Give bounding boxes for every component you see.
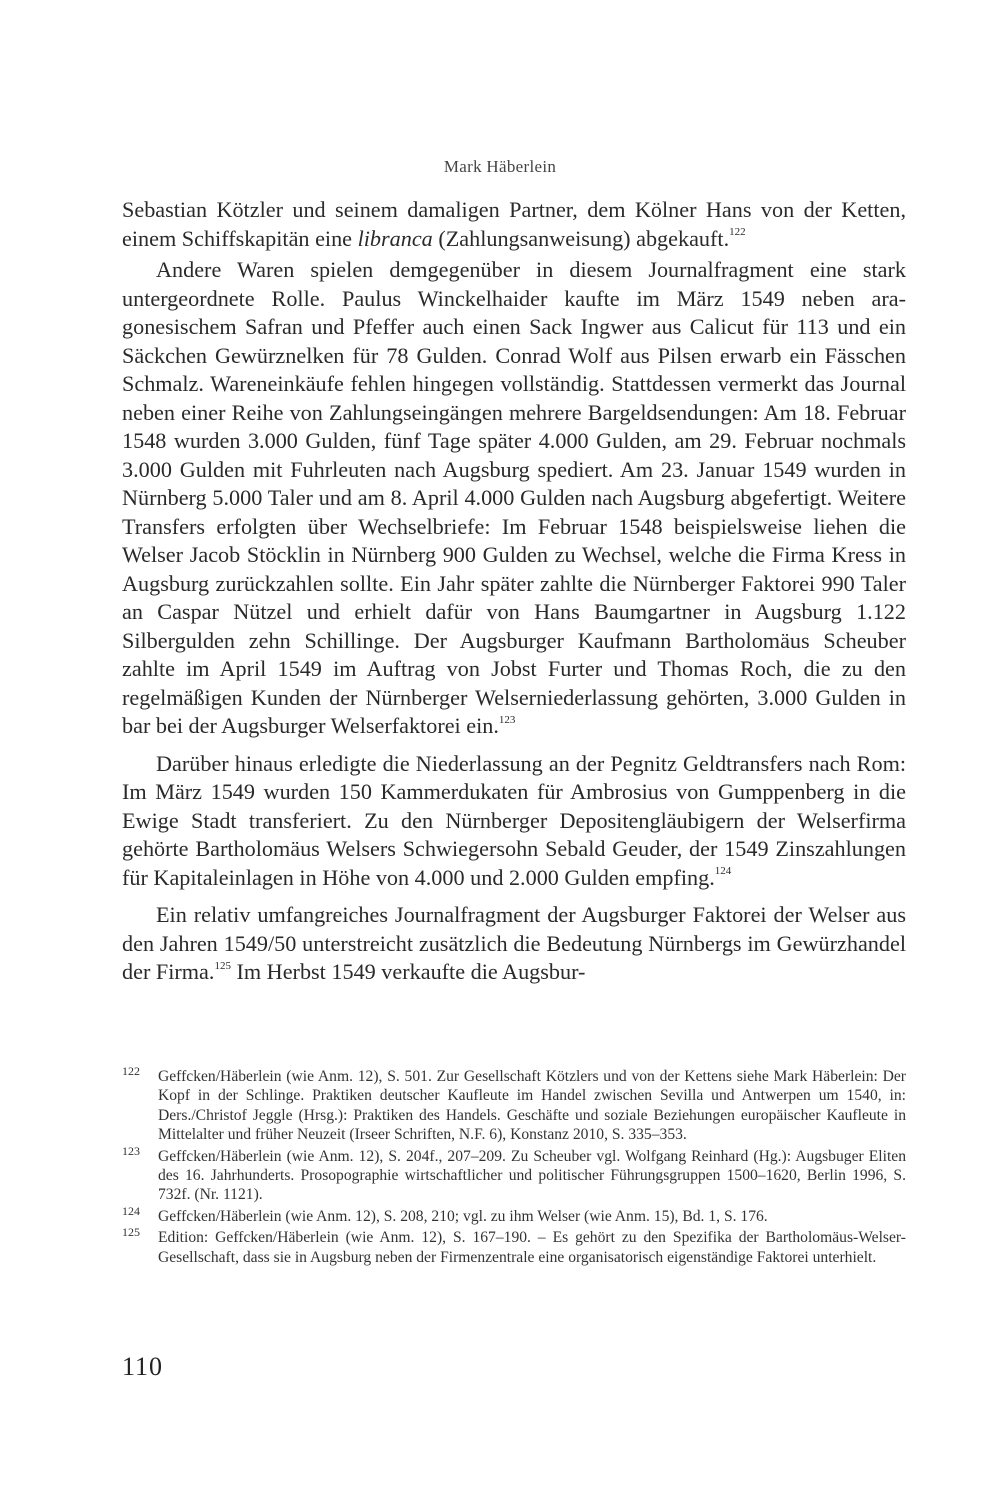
footnote-text: Geffcken/Häberlein (wie Anm. 12), S. 208, 210; vgl. zu ihm Welser (wie Anm. 15), Bd. 1, S. 176. [158,1207,768,1225]
footnote-text: Geffcken/Häberlein (wie Anm. 12), S. 501. Zur Gesellschaft Kötzlers und von der Kettens siehe Mark Häberlein: Der Kopf in der Schlinge. Praktiken deutscher Kaufleute im Handel zwischen Sevilla und Antwerpen um 1540, in: Ders./Christof Jeggle (Hrsg.): Praktiken des Handels. Geschäfte und soziale Beziehungen europäischer Kaufleute in Mittelalter und früher Neuzeit (Irseer Schriften, N.F. 6), Konstanz 2010, S. 335–353. [158,1068,906,1144]
footnote-text: Edition: Geffcken/Häberlein (wie Anm. 12), S. 167–190. – Es gehört zu den Spezifika der Bartholomäus-Welser-Gesellschaft, dass sie in Augsburg neben der Firmenzentrale eine organisatorisch eigenständige Faktorei unterhielt. [158,1229,906,1266]
paragraph-text: Ein relativ umfangreiches Journalfragment der Augsburger Faktorei der Welser aus den Jahren 1549/50 unterstreicht zusätzlich die Bedeutung Nürnbergs im Gewürzhandel der Firma. [122,902,906,984]
footnote-number: 123 [122,1143,140,1158]
paragraph-4 [122,901,906,987]
paragraph-text: Im Herbst 1549 verkaufte die Augsbur- [230,959,586,984]
footnote-ref[interactable]: 123 [498,713,516,726]
paragraph-text: Darüber hinaus erledigte die Niederlassung an der Pegnitz Geldtransfers nach Rom: Im März 1549 wurden 150 Kammerdukaten für Ambrosius von Gumppenberg in die Ewige Stadt transferiert. Zu den Nürnberger Depositengläubigern der Welserfirma gehörte Bartholomäus Welsers Schwiegersohn Sebald Geuder, der 1549 Zinszahlungen für Kapitaleinlagen in Höhe von 4.000 und 2.000 Gulden empfing. [122,750,906,890]
running-header: Mark Häberlein [443,157,557,176]
footnote [122,1064,906,1145]
footnote [122,1203,906,1226]
footnote-text: Geffcken/Häberlein (wie Anm. 12), S. 204f., 207–209. Zu Scheuber vgl. Wolfgang Reinhard (Hg.): Augsbuger Eliten des 16. Jahrhunderts. Prosopographie wirtschaftlicher und politischer Führungsgruppen 1500–1620, Berlin 1996, S. 732f. (Nr. 1121). [158,1147,906,1204]
italic-term: libranca [357,225,433,251]
footnote-number: 122 [122,1064,140,1078]
paragraph-text: Sebastian Kötzler und seinem damaligen Partner, dem Kölner Hans von der Ketten, einem Schiffskapitän eine [122,197,906,251]
footnote-ref[interactable]: 125 [214,959,231,972]
footnotes [122,1064,906,1269]
paragraph-text: Andere Waren spielen demgegenüber in diesem Journalfragment eine stark untergeordnete Rolle. Paulus Winckelhaider kaufte im März 1549 neben aragonesischem Safran und Pfeffer auch einen Sack Ingwer aus Calicut für 113 und ein Säckchen Gewürznelken für 78 Gulden. Conrad Wolf aus Pilsen erwarb ein Fässchen Schmalz. Wareneinkäufe fehlen hingegen vollständig. Stattdessen vermerkt das Journal neben einer Reihe von Zahlungseingängen mehrere Bargeldsendungen: Am 18. Februar 1548 wurden 3.000 Gulden, fünf Tage später 4.000 Gulden, am 29. Februar nochmals 3.000 Gulden mit Fuhrleuten nach Augsburg spediert. Am 23. Januar 1549 wurden in Nürnberg 5.000 Taler und am 8. April 4.000 Gulden nach Augsburg abgefertigt. Weitere Transfers erfolgten über Wechselbriefe: Im Februar 1548 beispielsweise liehen die Welser Jacob Stöcklin in Nürnberg 900 Gulden zu Wechsel, welche die Firma Kress in Augsburg zurückzahlen sollte. Ein Jahr später zahlte die Nürnberger Faktorei 990 Taler an Caspar Nützel und erhielt dafür von Hans Baumgartner in Augsburg 1.122 Silbergulden zehn Schillinge. Der Augsburger Kaufmann Bartholomäus Scheuber zahlte im April 1549 im Auftrag von Jobst Furter und Thomas Roch, die zu den regelmäßigen Kunden der Nürnberger Welserniederlassung gehörten, 3.000 Gulden in bar bei der Augsburger Welserfaktorei ein. [122,257,906,738]
body-text [122,196,906,987]
footnote-ref[interactable]: 124 [714,865,732,878]
paragraph-2 [122,256,906,741]
footnote-number: 125 [122,1225,140,1240]
paragraph-text: (Zahlungsanweisung) abgekauft. [432,225,730,251]
footnote-ref[interactable]: 122 [729,226,746,239]
footnote [122,1143,906,1205]
footnote [122,1225,906,1267]
footnote-number: 124 [122,1203,140,1218]
paragraph-1 [122,196,906,253]
paragraph-3 [122,750,906,893]
page-number: 110 [122,1352,164,1381]
